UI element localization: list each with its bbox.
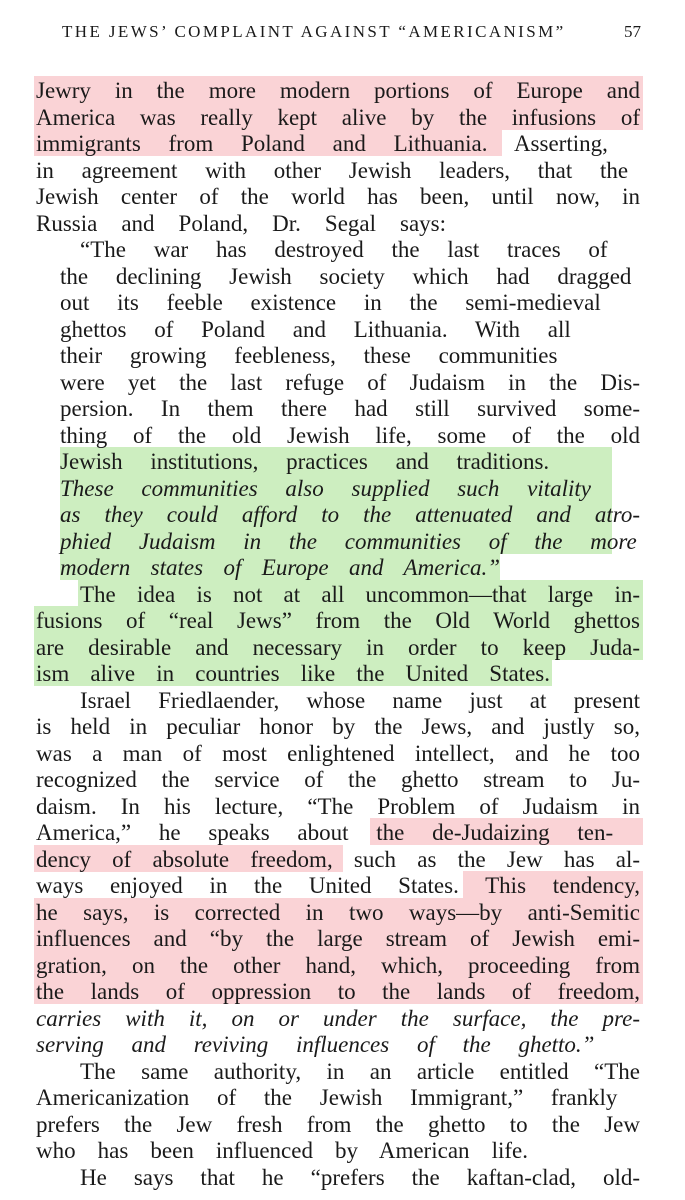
text-line <box>0 1058 685 1085</box>
text-line <box>0 687 685 714</box>
line-text: the lands of oppression to the lands of freedom, <box>36 979 640 1004</box>
line-text: These communities also supplied such vitality <box>60 476 591 501</box>
line-text: dency of absolute freedom, such as the Jew has al- <box>36 847 640 872</box>
line-text: Israel Friedlaender, whose name just at present <box>80 688 640 713</box>
line-text: He says that he “prefers the kaftan-clad, old- <box>80 1165 640 1190</box>
text-line <box>0 422 685 449</box>
line-text: is held in peculiar honor by the Jews, and justly so, <box>36 714 640 739</box>
line-text: ghettos of Poland and Lithuania. With all <box>60 317 571 342</box>
text-line <box>0 316 685 343</box>
line-text: as they could afford to the attenuated and atro- <box>60 502 640 527</box>
text-line <box>0 554 685 581</box>
line-text: Russia and Poland, Dr. Segal says: <box>36 211 446 236</box>
text-line <box>0 77 685 104</box>
line-text: in agreement with other Jewish leaders, that the <box>36 158 629 183</box>
line-text: gration, on the other hand, which, proceeding from <box>36 953 640 978</box>
line-text: phied Judaism in the communities of the more <box>60 529 637 554</box>
text-line <box>0 581 685 608</box>
text-line <box>0 925 685 952</box>
line-text: recognized the service of the ghetto stream to Ju- <box>36 767 640 792</box>
line-text: the declining Jewish society which had dragged <box>60 264 632 289</box>
text-line <box>0 1137 685 1164</box>
line-text: were yet the last refuge of Judaism in the Dis- <box>60 370 640 395</box>
text-line <box>0 713 685 740</box>
line-text: was a man of most enlightened intellect, and he too <box>36 741 640 766</box>
text-line <box>0 1164 685 1191</box>
text-line <box>0 978 685 1005</box>
line-text: ism alive in countries like the United States. <box>36 661 550 686</box>
line-text: carries with it, on or under the surface, the pre- <box>36 1006 640 1031</box>
text-line <box>0 395 685 422</box>
line-text: their growing feebleness, these communities <box>60 343 558 368</box>
text-line <box>0 263 685 290</box>
line-text: fusions of “real Jews” from the Old World ghettos <box>36 608 640 633</box>
text-line <box>0 104 685 131</box>
text-line <box>0 846 685 873</box>
line-text: prefers the Jew fresh from the ghetto to the Jew <box>36 1112 640 1137</box>
line-text: he says, is corrected in two ways—by anti-Semitic <box>36 900 640 925</box>
line-text: who has been influenced by American life. <box>36 1138 528 1163</box>
text-line <box>0 607 685 634</box>
text-line <box>0 634 685 661</box>
text-line <box>0 740 685 767</box>
running-title: THE JEWS’ COMPLAINT AGAINST “AMERICANISM” <box>62 22 566 41</box>
text-line <box>0 342 685 369</box>
line-text: out its feeble existence in the semi-medieval <box>60 290 601 315</box>
line-text: Jewry in the more modern portions of Europe and <box>36 78 640 103</box>
line-text: thing of the old Jewish life, some of the old <box>60 423 640 448</box>
text-line <box>0 899 685 926</box>
text-line <box>0 236 685 263</box>
line-text: Jewish center of the world has been, until now, in <box>36 184 640 209</box>
text-line <box>0 1111 685 1138</box>
text-line <box>0 157 685 184</box>
line-text: America,” he speaks about the de-Judaizing ten- <box>36 820 614 845</box>
line-text: influences and “by the large stream of Jewish emi- <box>36 926 640 951</box>
line-text: America was really kept alive by the infusions of <box>36 105 640 130</box>
line-text: Americanization of the Jewish Immigrant,” frankly <box>36 1085 618 1110</box>
text-line <box>0 766 685 793</box>
text-line <box>0 819 685 846</box>
text-line <box>0 528 685 555</box>
text-line <box>0 210 685 237</box>
line-text: daism. In his lecture, “The Problem of Judaism in <box>36 794 640 819</box>
page-header <box>0 22 685 52</box>
text-line <box>0 183 685 210</box>
line-text: modern states of Europe and America.” <box>60 555 500 580</box>
text-line <box>0 660 685 687</box>
text-line <box>0 448 685 475</box>
text-line <box>0 289 685 316</box>
line-text: ways enjoyed in the United States. This tendency, <box>36 873 640 898</box>
line-text: “The war has destroyed the last traces of <box>80 237 608 262</box>
line-text: immigrants from Poland and Lithuania. Asserting, <box>36 131 608 156</box>
text-line <box>0 130 685 157</box>
page-number: 57 <box>624 22 641 41</box>
text-line <box>0 872 685 899</box>
text-line <box>0 501 685 528</box>
text-line <box>0 1005 685 1032</box>
text-line <box>0 369 685 396</box>
line-text: are desirable and necessary in order to keep Juda- <box>36 635 640 660</box>
text-line <box>0 475 685 502</box>
text-line <box>0 1084 685 1111</box>
text-line <box>0 952 685 979</box>
line-text: Jewish institutions, practices and traditions. <box>60 449 550 474</box>
line-text: The same authority, in an article entitled “The <box>80 1059 640 1084</box>
text-line <box>0 793 685 820</box>
line-text: The idea is not at all uncommon—that large in- <box>80 582 640 607</box>
line-text: persion. In them there had still survived some- <box>60 396 640 421</box>
line-text: serving and reviving influences of the ghetto.” <box>36 1032 595 1057</box>
text-line <box>0 1031 685 1058</box>
